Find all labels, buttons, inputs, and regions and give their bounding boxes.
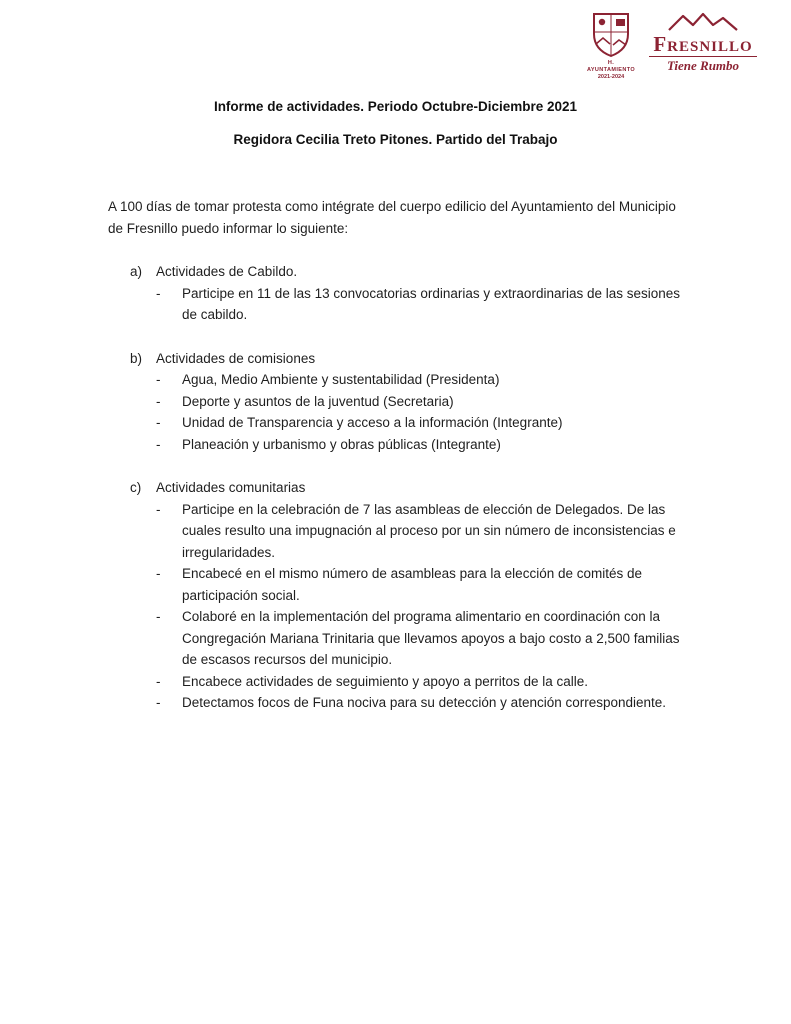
- coat-of-arms: [583, 12, 639, 81]
- dash-bullet: -: [156, 415, 161, 430]
- mountains-icon: [667, 12, 739, 32]
- section-b: [130, 348, 683, 456]
- list-item-text: Participe en la celebración de 7 las asambleas de elección de Delegados. De las cuales resulto una impugnación al proceso por un sin número de inconsistencias e irregularidades.: [182, 501, 676, 560]
- list-item: [156, 499, 683, 564]
- document-content: [0, 96, 791, 714]
- list-item: [156, 671, 683, 693]
- section-c-bullets: [156, 499, 683, 714]
- shield-icon: [591, 12, 631, 58]
- org-name: Fresnillo: [653, 32, 753, 56]
- list-item-text: Colaboré en la implementación del programa alimentario en coordinación con la Congregación Mariana Trinitaria que llevamos apoyos a bajo costo a 2,500 familias de escasos recursos del municipio.: [182, 609, 680, 667]
- section-a-bullets: [156, 283, 683, 326]
- list-item: [156, 369, 683, 391]
- dash-bullet: -: [156, 501, 161, 517]
- list-item-text: Encabecé en el mismo número de asambleas para la elección de comités de participación social.: [182, 566, 643, 603]
- crest-years: 2021-2024: [597, 74, 625, 80]
- list-item-text: Encabece actividades de seguimiento y apoyo a perritos de la calle.: [182, 673, 588, 689]
- section-c-title: Actividades comunitarias: [156, 480, 306, 495]
- fresnillo-wordmark: [649, 12, 757, 74]
- section-c-head: [130, 477, 683, 499]
- list-item-text: Participe en 11 de las 13 convocatorias ordinarias y extraordinarias de las sesiones de cabildo.: [182, 285, 681, 322]
- municipal-logo: [583, 12, 757, 81]
- list-item: [156, 412, 683, 434]
- list-item: [156, 434, 683, 456]
- intro-paragraph: A 100 días de tomar protesta como intégrate del cuerpo edilicio del Ayuntamiento del Municipio de Fresnillo puedo informar lo siguiente:: [108, 199, 676, 236]
- dash-bullet: -: [156, 673, 161, 689]
- section-a-title: Actividades de Cabildo.: [156, 264, 298, 279]
- document-title: Informe de actividades. Periodo Octubre-Diciembre 2021: [213, 99, 578, 114]
- section-b-title: Actividades de comisiones: [156, 350, 316, 366]
- section-c-label: c): [130, 480, 142, 495]
- dash-bullet: -: [156, 436, 161, 452]
- dash-bullet: -: [156, 566, 161, 581]
- list-item: [156, 283, 683, 326]
- section-a: [130, 261, 683, 326]
- list-item-text: Detectamos focos de Funa nociva para su detección y atención correspondiente.: [182, 695, 667, 710]
- list-item-text: Planeación y urbanismo y obras públicas (Integrante): [182, 436, 501, 452]
- section-b-label: b): [130, 350, 143, 366]
- dash-bullet: -: [156, 285, 161, 301]
- list-item: [156, 692, 683, 714]
- list-item: [156, 606, 683, 671]
- list-item-text: Deporte y asuntos de la juventud (Secretaria): [182, 393, 454, 409]
- dash-bullet: -: [156, 393, 161, 409]
- list-item-text: Agua, Medio Ambiente y sustentabilidad (Presidenta): [182, 372, 500, 387]
- section-b-head: [130, 348, 683, 370]
- dash-bullet: -: [156, 372, 161, 387]
- list-item: [156, 391, 683, 413]
- document-subtitle: Regidora Cecilia Treto Pitones. Partido del Trabajo: [233, 131, 558, 147]
- section-c: [130, 477, 683, 714]
- dash-bullet: -: [156, 695, 161, 710]
- tagline: Tiene Rumbo: [649, 56, 757, 74]
- dash-bullet: -: [156, 609, 161, 624]
- list-item: [156, 563, 683, 606]
- section-b-bullets: [156, 369, 683, 455]
- list-item-text: Unidad de Transparencia y acceso a la información (Integrante): [182, 415, 563, 430]
- section-a-label: a): [130, 264, 143, 279]
- crest-caption: H. AYUNTAMIENTO: [586, 60, 636, 73]
- section-a-head: [130, 261, 683, 283]
